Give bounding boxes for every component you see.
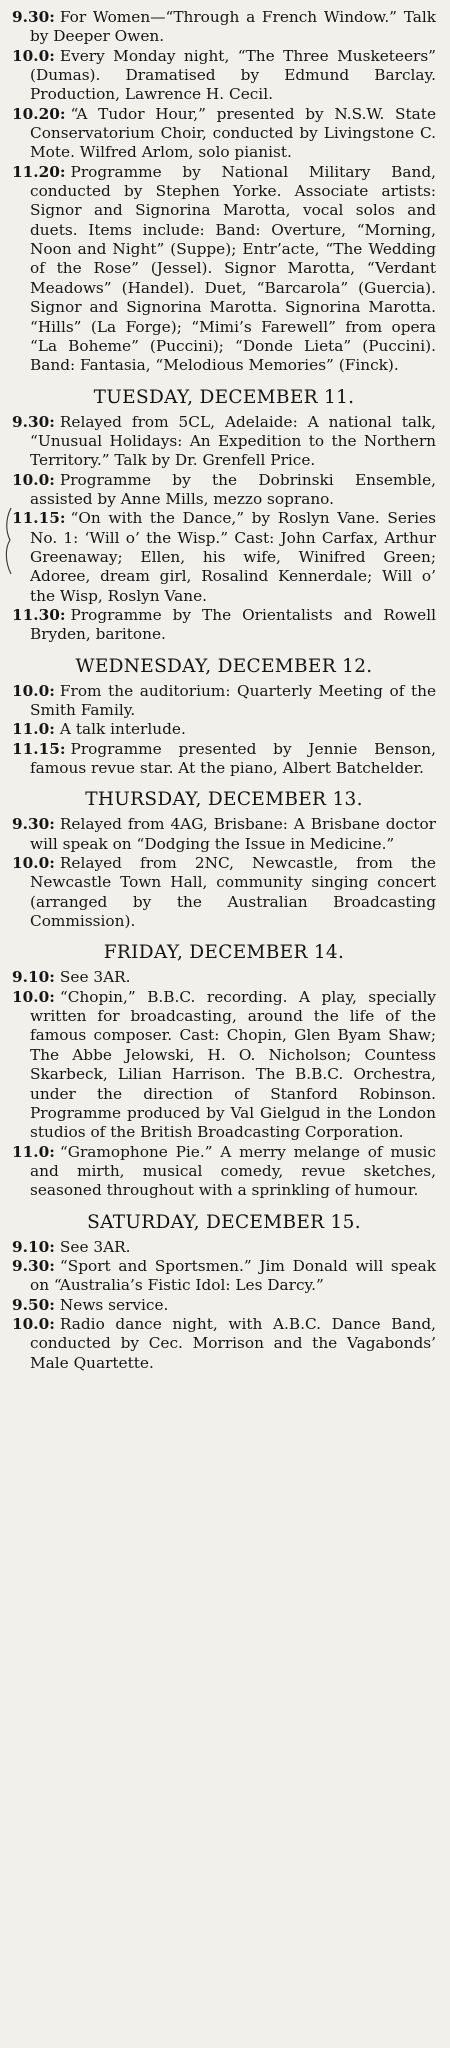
entry-text: “On with the Dance,” by Roslyn Vane. Series No. 1: ‘Will o’ the Wisp.” Cast: John Carfax, Arthur Greenaway; Ellen, his wife, Winifred Green; Adoree, dream girl, Rosalind Kennerdale; Will o’ the Wisp, Roslyn Vane. <box>30 509 436 605</box>
entry-text: Programme by The Orientalists and Rowell Bryden, baritone. <box>30 605 436 644</box>
day-heading: WEDNESDAY, DECEMBER 12. <box>75 655 373 677</box>
programme-entry <box>12 720 436 739</box>
entry-text: Programme by National Military Band, conducted by Stephen Yorke. Associate artists: Signor and Signorina Marotta, vocal solos and duets. Items include: Band: Overture, “Morning, Noon and Night” (Suppe); Entr’acte, “The Wedding of the Rose” (Jessel). Signor Marotta, “Verdant Meadows” (Handel). Duet, “Barcarola” (Guercia). Signor and Signorina Marotta. Signorina Marotta. “Hills” (La Forge); “Mimi’s Farewell” from opera “La Boheme” (Puccini); “Donde Lieta” (Puccini). Band: Fantasia, “Melodious Memories” (Finck). <box>30 162 436 375</box>
programme-entry <box>12 854 436 931</box>
day-section-wednesday <box>12 656 436 779</box>
entry-time: 10.0: <box>12 987 55 1006</box>
programme-entry <box>12 968 436 987</box>
entry-time: 11.15: <box>12 739 66 758</box>
programme-entry <box>12 163 436 376</box>
day-heading: THURSDAY, DECEMBER 13. <box>85 789 363 811</box>
programme-entry <box>12 8 436 47</box>
entry-text: “Gramophone Pie.” A merry melange of music and mirth, musical comedy, revue sketches, seasoned throughout with a sprinkling of humour. <box>30 1142 436 1200</box>
entry-text: A talk interlude. <box>59 720 186 739</box>
entry-time: 9.50: <box>12 1295 55 1314</box>
margin-bracket-mark <box>3 506 13 576</box>
entry-text: Every Monday night, “The Three Musketeers” (Dumas). Dramatised by Edmund Barclay. Production, Lawrence H. Cecil. <box>30 46 436 104</box>
entry-text: Relayed from 5CL, Adelaide: A national talk, “Unusual Holidays: An Expedition to the Northern Territory.” Talk by Dr. Grenfell Price. <box>30 412 436 470</box>
entry-time: 9.30: <box>12 412 55 431</box>
day-heading: SATURDAY, DECEMBER 15. <box>87 1211 361 1233</box>
programme-entry <box>12 1315 436 1373</box>
day-section-friday <box>12 942 436 1200</box>
entry-text: See 3AR. <box>59 968 131 987</box>
programme-entry <box>12 740 436 779</box>
programme-entry <box>12 606 436 645</box>
programme-entry <box>12 1257 436 1296</box>
programme-entry <box>12 682 436 721</box>
programme-entry <box>12 1296 436 1315</box>
entry-time: 11.0: <box>12 1142 55 1161</box>
programme-entry <box>12 105 436 163</box>
programme-entry <box>12 471 436 510</box>
entry-time: 10.0: <box>12 46 55 65</box>
entry-text: “A Tudor Hour,” presented by N.S.W. State Conservatorium Choir, conducted by Livingstone C. Mote. Wilfred Arlom, solo pianist. <box>30 104 436 162</box>
entry-time: 10.0: <box>12 854 55 873</box>
entry-text: From the auditorium: Quarterly Meeting of the Smith Family. <box>30 681 436 719</box>
entry-text: See 3AR. <box>59 1237 131 1256</box>
programme-entry <box>12 1238 436 1257</box>
entry-time: 11.15: <box>12 509 66 528</box>
day-section-monday <box>12 8 436 376</box>
entry-time: 9.30: <box>12 815 55 834</box>
entry-time: 11.30: <box>12 605 66 624</box>
programme-entry <box>12 413 436 471</box>
entry-text: Relayed from 4AG, Brisbane: A Brisbane doctor will speak on “Dodging the Issue in Medicine.” <box>30 815 436 853</box>
entry-text: Programme presented by Jennie Benson, famous revue star. At the piano, Albert Batchelder. <box>30 739 436 778</box>
day-section-thursday <box>12 789 436 931</box>
entry-time: 9.10: <box>12 1237 55 1256</box>
entry-time: 9.10: <box>12 968 55 987</box>
entry-text: Relayed from 2NC, Newcastle, from the Newcastle Town Hall, community singing concert (arranged by the Australian Broadcasting Commission). <box>30 854 436 931</box>
entry-text: “Sport and Sportsmen.” Jim Donald will speak on “Australia’s Fistic Idol: Les Darcy.” <box>30 1256 436 1295</box>
entry-time: 10.0: <box>12 681 55 700</box>
entry-time: 10.20: <box>12 104 66 123</box>
entry-time: 11.20: <box>12 162 66 181</box>
day-section-saturday <box>12 1212 436 1373</box>
day-heading: TUESDAY, DECEMBER 11. <box>93 386 355 408</box>
entry-time: 9.30: <box>12 8 55 26</box>
day-heading: FRIDAY, DECEMBER 14. <box>103 942 345 964</box>
programme-entry <box>12 1143 436 1201</box>
day-section-tuesday <box>12 387 436 645</box>
programme-entry <box>12 47 436 105</box>
entry-time: 11.0: <box>12 720 55 739</box>
entry-text: “Chopin,” B.B.C. recording. A play, specially written for broadcasting, around the life of the famous composer. Cast: Chopin, Glen Byam Shaw; The Abbe Jelowski, H. O. Nicholson; Countess Skarbeck, Lilian Harrison. The B.B.C. Orchestra, under the direction of Stanford Robinson. Programme produced by Val Gielgud in the London studios of the British Broadcasting Corporation. <box>30 987 436 1142</box>
entry-text: Radio dance night, with A.B.C. Dance Band, conducted by Cec. Morrison and the Vagabonds’ Male Quartette. <box>30 1314 436 1372</box>
programme-entry <box>12 988 436 1143</box>
programme-entry <box>12 509 436 606</box>
programme-entry <box>12 815 436 854</box>
entry-text: For Women—“Through a French Window.” Talk by Deeper Owen. <box>30 8 436 46</box>
entry-time: 10.0: <box>12 470 55 489</box>
entry-text: Programme by the Dobrinski Ensemble, assisted by Anne Mills, mezzo soprano. <box>30 470 436 508</box>
entry-time: 10.0: <box>12 1314 55 1333</box>
entry-text: News service. <box>59 1295 169 1314</box>
entry-time: 9.30: <box>12 1256 55 1275</box>
